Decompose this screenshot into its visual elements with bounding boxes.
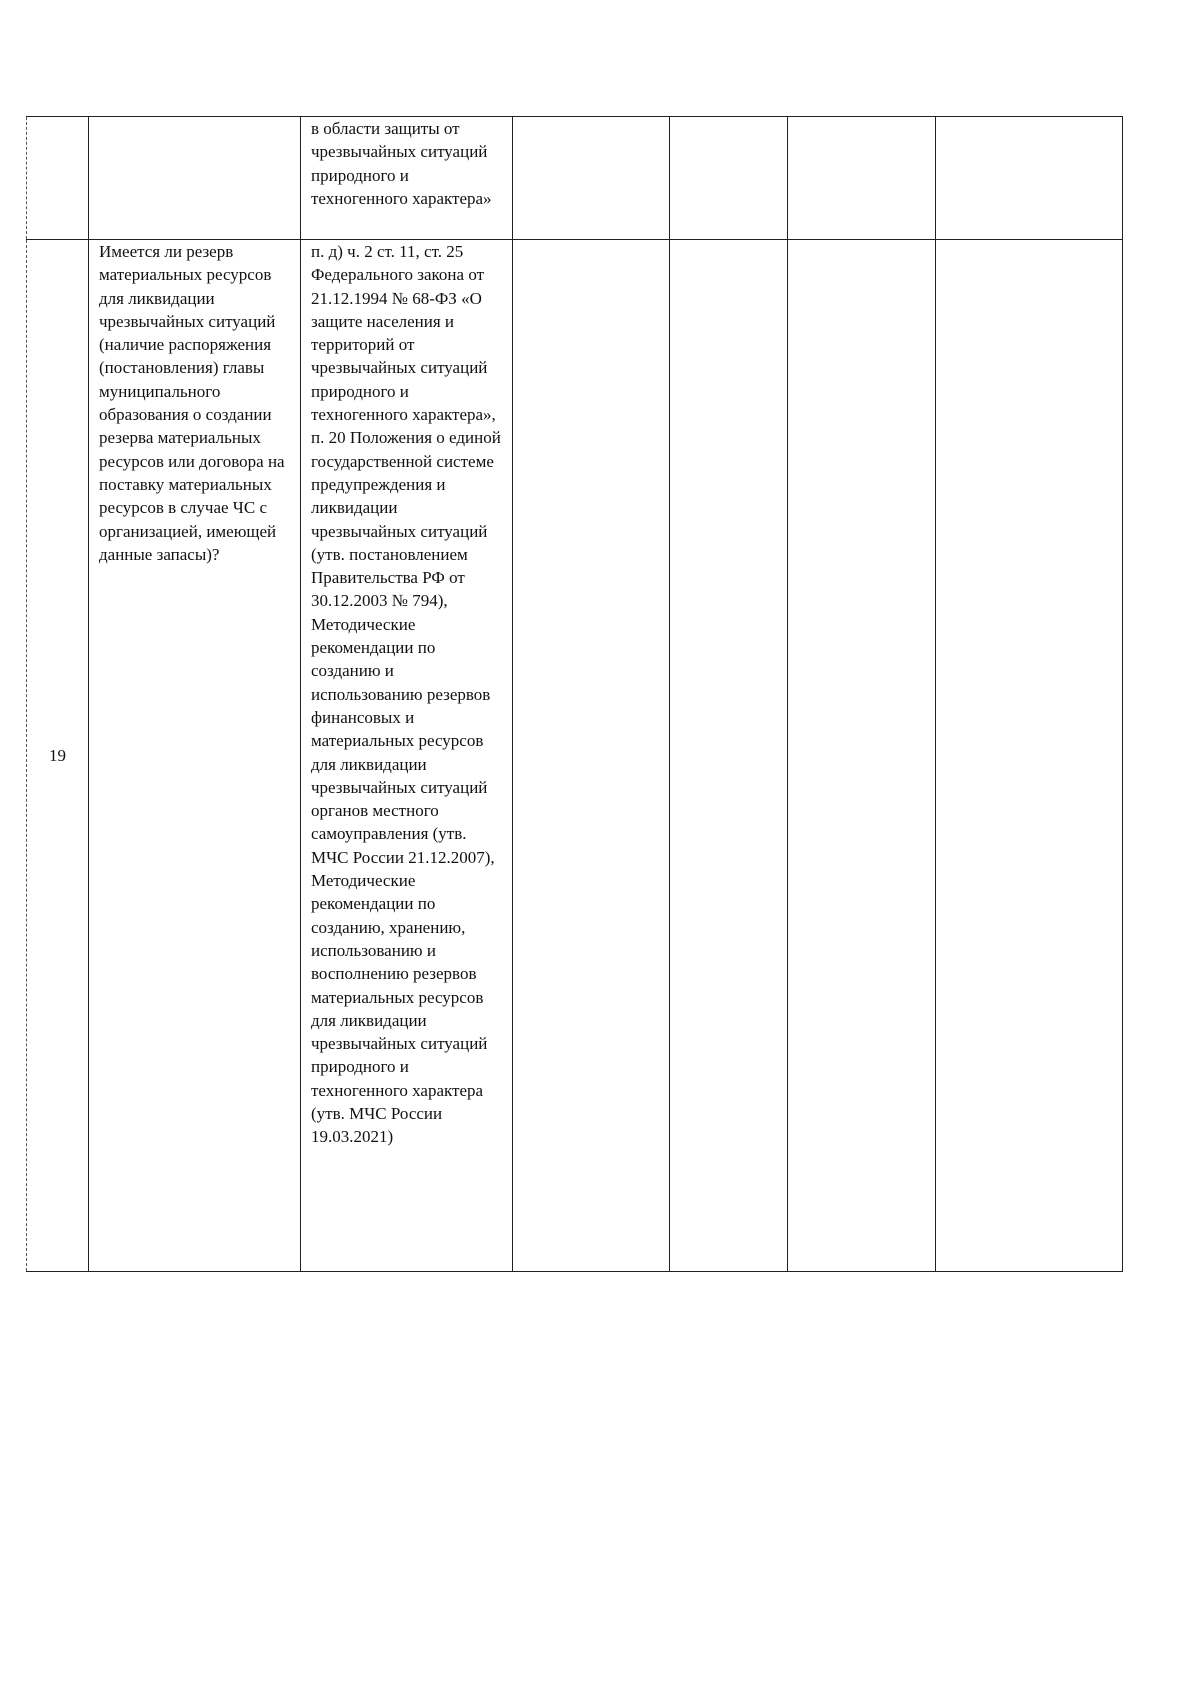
answer-cell [788, 240, 936, 1272]
requisites-cell [301, 117, 513, 240]
table-row [27, 117, 1123, 240]
answer-cell [670, 117, 788, 240]
requisites-cell [301, 240, 513, 1272]
notes-cell [936, 117, 1123, 240]
table-row [27, 240, 1123, 1272]
question-cell [89, 240, 301, 1272]
answer-cell [513, 240, 670, 1272]
row-number: 19 [49, 745, 66, 765]
answer-cell [788, 117, 936, 240]
notes-cell [936, 240, 1123, 1272]
question-text: Имеется ли резерв материальных ресурсов для ликвидации чрезвычайных ситуаций (наличие распоряжения (постановления) главы муниципального образования о создании резерва материальных ресурсов или договора на поставку материальных ресурсов в случае ЧС с организацией, имеющей данные запасы)? [99, 242, 285, 564]
requisites-text: п. д) ч. 2 ст. 11, ст. 25 Федерального закона от 21.12.1994 № 68-ФЗ «О защите населения и территорий от чрезвычайных ситуаций природного и техногенного характера», п. 20 Положения о единой государственной системе предупреждения и ликвидации чрезвычайных ситуаций (утв. постановлением Правительства РФ от 30.12.2003 № 794), Методические рекомендации по созданию и использованию резервов финансовых и материальных ресурсов для ликвидации чрезвычайных ситуаций органов местного самоуправления (утв. МЧС России 21.12.2007), Методические рекомендации по созданию, хранению, использованию и восполнению резервов материальных ресурсов для ликвидации чрезвычайных ситуаций природного и техногенного характера (утв. МЧС России 19.03.2021) [311, 242, 501, 1147]
requisites-text: в области защиты от чрезвычайных ситуаций природного и техногенного характера» [311, 119, 492, 208]
answer-cell [670, 240, 788, 1272]
answer-cell [513, 117, 670, 240]
row-number-cell [27, 117, 89, 240]
row-number-cell [27, 240, 89, 1272]
checklist-table [26, 116, 1123, 1272]
question-cell [89, 117, 301, 240]
